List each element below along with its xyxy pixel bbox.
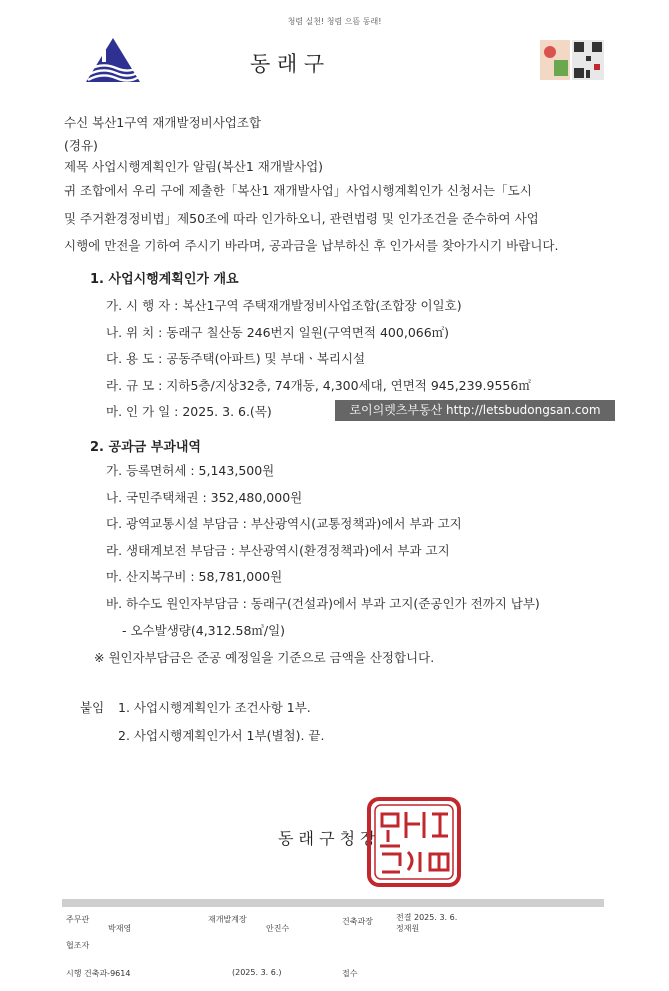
footer-staff-label: 주무관 [66,915,90,924]
section2-item: 다. 광역교통시설 부담금 : 부산광역시(교통정책과)에서 부과 고지 [106,516,462,531]
slogan: 청렴 실천! 청렴 으뜸 동래! [287,17,382,26]
section2-item: 라. 생태계보전 부담금 : 부산광역시(환경정책과)에서 부과 고지 [106,543,450,558]
clean-campaign-badge-icon [540,38,606,82]
attachment-label: 붙임 [80,700,105,715]
section2-item: 가. 등록면허세 : 5,143,500원 [106,463,275,478]
footer-doc-number: 시행 건축과-9614 [66,969,131,978]
footer-receipt-label: 접수 [342,969,358,978]
body-line-3: 시행에 만전을 기하여 주시기 바라며, 공과금을 납부하신 후 인가서를 찾아가시기 바랍니다. [64,238,559,253]
body-line-2: 및 주거환경정비법」제50조에 따라 인가하오니, 관련법령 및 인가조건을 준수하여 사업 [64,211,539,226]
footer-doc-date: (2025. 3. 6.) [232,968,282,977]
section2-item: 바. 하수도 원인자부담금 : 동래구(건설과)에서 부과 고지(준공인가 전까지 납부) [106,596,540,611]
footer-divider [62,899,604,907]
section1-item: 라. 규 모 : 지하5층/지상32층, 74개동, 4,300세대, 연면적 945,239.9556㎡ [106,378,531,393]
section2-note: ※ 원인자부담금은 준공 예정일을 기준으로 금액을 산정합니다. [94,650,435,665]
official-seal-icon [366,796,462,888]
via: (경유) [64,138,98,153]
section1-item: 마. 인 가 일 : 2025. 3. 6.(목) [106,404,272,419]
subject: 제목 사업시행계획인가 알림(복산1 재개발사업) [64,159,324,174]
issuer-name: 동 래 구 청 장 [278,829,376,848]
footer-approval-date: 전결 2025. 3. 6. [396,913,458,922]
watermark-banner: 로이의렛츠부동산 http://letsbudongsan.com [335,400,615,421]
footer-director-label: 건축과장 [342,917,373,926]
section2-item: 나. 국민주택채권 : 352,480,000원 [106,490,303,505]
attachment-item: 1. 사업시행계획인가 조건사항 1부. [118,700,311,715]
footer-cooperator-label: 협조자 [66,941,90,950]
section1-item: 나. 위 치 : 동래구 칠산동 246번지 일원(구역면적 400,066㎡) [106,325,450,340]
section2-heading: 2. 공과금 부과내역 [90,440,201,455]
dongnae-logo [82,36,144,86]
page-title: 동 래 구 [250,52,325,76]
section2-item: 마. 산지복구비 : 58,781,000원 [106,569,283,584]
footer-team-name: 안진수 [266,924,290,933]
section2-subitem: - 오수발생량(4,312.58㎥/일) [122,623,286,638]
footer-team-label: 재개발계장 [208,915,247,924]
section1-item: 다. 용 도 : 공동주택(아파트) 및 부대ㆍ복리시설 [106,351,366,366]
section1-heading: 1. 사업시행계획인가 개요 [90,272,239,287]
attachment-item: 2. 사업시행계획인가서 1부(별첨). 끝. [118,728,325,743]
recipient: 수신 복산1구역 재개발정비사업조합 [64,115,262,130]
body-line-1: 귀 조합에서 우리 구에 제출한「복산1 재개발사업」사업시행계획인가 신청서는「도시 [64,183,532,198]
footer-staff-name: 박재영 [108,924,132,933]
footer-director-name: 정재원 [396,924,420,933]
section1-item: 가. 시 행 자 : 복산1구역 주택재개발정비사업조합(조합장 이일호) [106,298,462,313]
